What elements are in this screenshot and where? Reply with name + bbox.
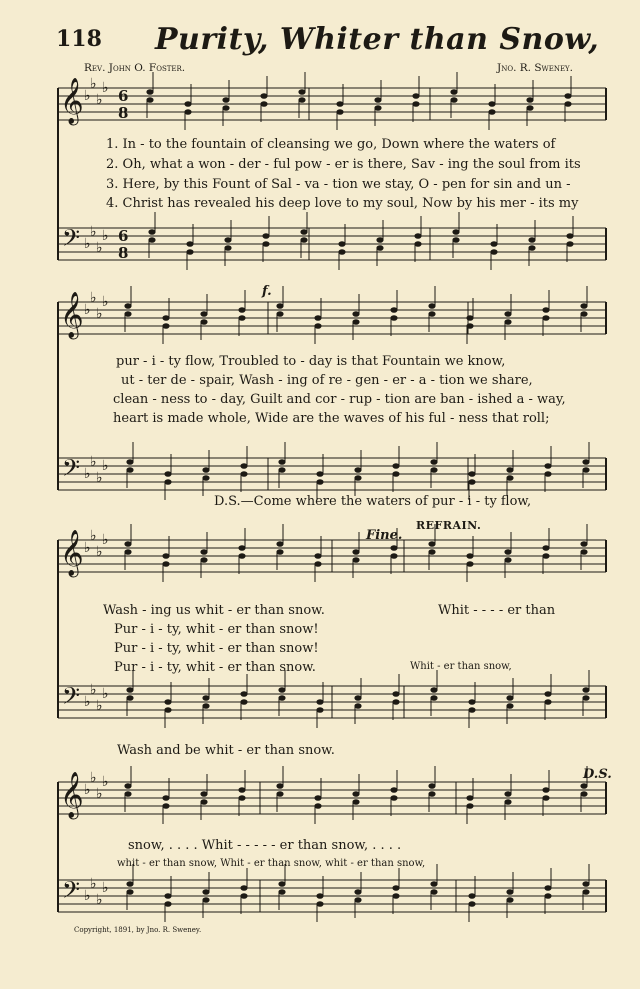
refrain-verse-1: Wash - ing us whit - er than snow.: [103, 603, 325, 618]
flat-sign: ♭: [90, 770, 97, 786]
flat-sign: ♭: [102, 880, 109, 896]
flat-sign: ♭: [90, 682, 97, 698]
composer-credit: Jno. R. Sweney.: [497, 62, 574, 74]
flat-sign: ♭: [84, 302, 91, 318]
flat-sign: ♭: [102, 458, 109, 474]
flat-sign: ♭: [96, 698, 103, 714]
verse-4-line-2: heart is made whole, Wide are the waves of his ful - ness that roll;: [113, 411, 550, 426]
flat-sign: ♭: [102, 294, 109, 310]
flat-sign: ♭: [90, 224, 97, 240]
verse-1-line-1: 1. In - to the fountain of cleansing we go, Down where the waters of: [106, 137, 556, 152]
flat-sign: ♭: [96, 892, 103, 908]
flat-sign: ♭: [102, 80, 109, 96]
time-sig-top: 6: [118, 87, 129, 105]
verse-2-line-2: ut - ter de - spair, Wash - ing of re - gen - er - a - tion we share,: [121, 373, 533, 388]
flat-sign: ♭: [90, 290, 97, 306]
refrain-verse-3: Pur - i - ty, whit - er than snow!: [114, 641, 319, 656]
verse-4-line-1: 4. Christ has revealed his deep love to my soul, Now by his mer - its my: [106, 196, 579, 211]
verse-2-line-1: 2. Oh, what a won - der - ful pow - er is there, Sav - ing the soul from its: [106, 157, 581, 172]
flat-sign: ♭: [84, 694, 91, 710]
verse-3-line-2: clean - ness to - day, Guilt and cor - rup - tion are ban - ished a - way,: [113, 392, 566, 407]
treble-clef: 𝄞: [60, 530, 84, 576]
final-words-1: snow, . . . . Whit - - - - - er than snow, . . . .: [128, 838, 402, 853]
forte-mark: f.: [262, 284, 272, 299]
flat-sign: ♭: [90, 528, 97, 544]
refrain-alto-words: Whit - er than snow,: [410, 661, 512, 672]
ds-mark: D.S.: [583, 767, 612, 782]
flat-sign: ♭: [84, 782, 91, 798]
treble-clef: 𝄞: [60, 78, 84, 124]
refrain-verse-4: Pur - i - ty, whit - er than snow.: [114, 660, 316, 675]
time-sig-top: 6: [118, 227, 129, 245]
bass-clef: 𝄢: [62, 454, 81, 487]
fine-mark: Fine.: [366, 528, 403, 543]
flat-sign: ♭: [102, 228, 109, 244]
flat-sign: ♭: [102, 686, 109, 702]
refrain-label: REFRAIN.: [416, 519, 482, 532]
flat-sign: ♭: [96, 786, 103, 802]
bass-clef: 𝄢: [62, 682, 81, 715]
flat-sign: ♭: [84, 888, 91, 904]
flat-sign: ♭: [102, 774, 109, 790]
page-number: 118: [56, 26, 102, 52]
bass-clef: 𝄢: [62, 876, 81, 909]
flat-sign: ♭: [84, 466, 91, 482]
flat-sign: ♭: [90, 76, 97, 92]
bass-clef: 𝄢: [62, 224, 81, 257]
flat-sign: ♭: [96, 92, 103, 108]
flat-sign: ♭: [96, 544, 103, 560]
verse-3-line-1: 3. Here, by this Fount of Sal - va - tion we stay, O - pen for sin and un -: [106, 177, 571, 192]
flat-sign: ♭: [96, 470, 103, 486]
time-sig-bottom: 8: [118, 244, 129, 262]
flat-sign: ♭: [102, 532, 109, 548]
flat-sign: ♭: [90, 454, 97, 470]
flat-sign: ♭: [96, 306, 103, 322]
ds-line: D.S.—Come where the waters of pur - i - ty flow,: [214, 494, 532, 509]
hymn-title: Purity, Whiter than Snow,: [155, 22, 600, 57]
treble-clef: 𝄞: [60, 772, 84, 818]
author-credit: Rev. John O. Foster.: [84, 62, 186, 74]
copyright: Copyright, 1891, by Jno. R. Sweney.: [74, 926, 202, 934]
refrain-verse-2: Pur - i - ty, whit - er than snow!: [114, 622, 319, 637]
treble-clef: 𝄞: [60, 292, 84, 338]
verse-1-line-2: pur - i - ty flow, Troubled to - day is that Fountain we know,: [116, 354, 506, 369]
flat-sign: ♭: [96, 240, 103, 256]
flat-sign: ♭: [84, 88, 91, 104]
time-sig-bottom: 8: [118, 104, 129, 122]
refrain-soprano-words: Whit - - - - er than: [438, 603, 556, 618]
flat-sign: ♭: [84, 540, 91, 556]
flat-sign: ♭: [84, 236, 91, 252]
bass-words: Wash and be whit - er than snow.: [117, 743, 335, 758]
final-words-2: whit - er than snow, Whit - er than snow, whit - er than snow,: [117, 858, 426, 869]
flat-sign: ♭: [90, 876, 97, 892]
